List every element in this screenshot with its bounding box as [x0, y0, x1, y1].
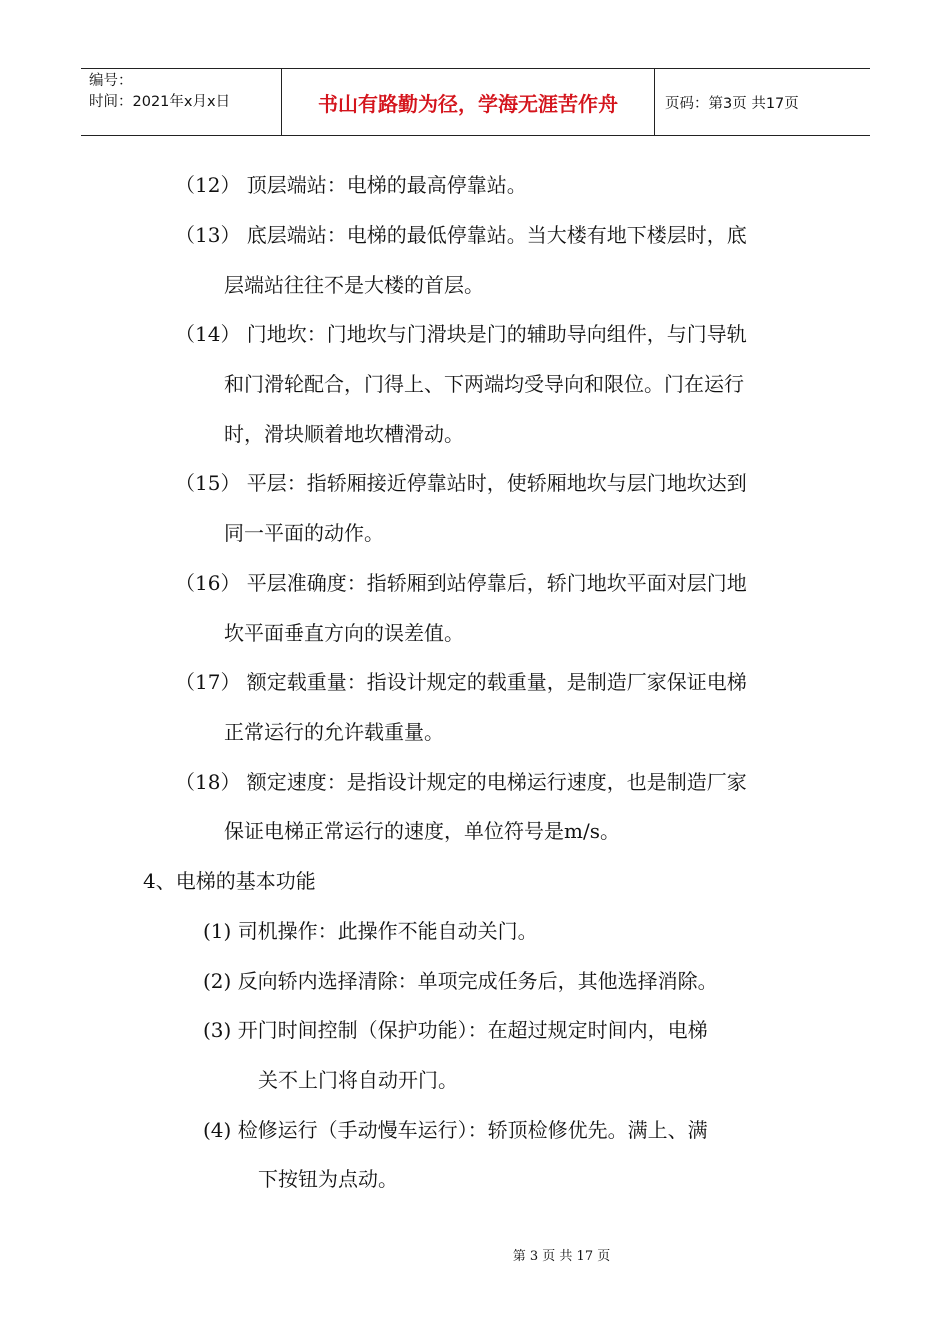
page-footer [0, 1245, 950, 1264]
section-heading: 4、电梯的基本功能 [143, 869, 316, 893]
document-header [81, 68, 870, 136]
page-info: 页码：第3页 共17页 [665, 95, 799, 112]
motto-text: 书山有路勤为径，学海无涯苦作舟 [318, 91, 618, 116]
paragraph-line: （14） 门地坎：门地坎与门滑块是门的辅助导向组件，与门导轨 [175, 322, 747, 346]
paragraph-line: 保证电梯正常运行的速度，单位符号是m/s。 [224, 819, 620, 843]
list-item: (1) 司机操作：此操作不能自动关门。 [203, 919, 538, 943]
paragraph-line: 层端站往往不是大楼的首层。 [224, 273, 484, 297]
paragraph-line: （12） 顶层端站：电梯的最高停靠站。 [175, 173, 527, 197]
list-item: (3) 开门时间控制（保护功能）：在超过规定时间内，电梯 [203, 1018, 708, 1042]
list-item-continuation: 关不上门将自动开门。 [258, 1068, 458, 1092]
paragraph-line: 和门滑轮配合，门得上、下两端均受导向和限位。门在运行 [224, 372, 744, 396]
paragraph-line: （15） 平层：指轿厢接近停靠站时，使轿厢地坎与层门地坎达到 [175, 471, 747, 495]
paragraph-line: （16） 平层准确度：指轿厢到站停靠后，轿门地坎平面对层门地 [175, 571, 747, 595]
header-motto-cell [282, 69, 655, 135]
list-item-continuation: 下按钮为点动。 [258, 1167, 398, 1191]
paragraph-line: 同一平面的动作。 [224, 521, 384, 545]
list-item: (4) 检修运行（手动慢车运行）：轿顶检修优先。满上、满 [203, 1118, 708, 1142]
paragraph-line: （13） 底层端站：电梯的最低停靠站。当大楼有地下楼层时，底 [175, 223, 747, 247]
paragraph-line: 时，滑块顺着地坎槽滑动。 [224, 422, 464, 446]
paragraph-line: 坎平面垂直方向的误差值。 [224, 621, 464, 645]
paragraph-line: 正常运行的允许载重量。 [224, 720, 444, 744]
number-label: 编号： [89, 73, 133, 89]
paragraph-line: （18） 额定速度：是指设计规定的电梯运行速度，也是制造厂家 [175, 770, 747, 794]
list-item: (2) 反向轿内选择清除：单项完成任务后，其他选择消除。 [203, 969, 718, 993]
footer-page-number: 第 3 页 共 17 页 [512, 1249, 611, 1264]
header-page-info-cell [655, 69, 870, 135]
header-left-cell [81, 69, 282, 135]
date-label: 时间：2021年x月x日 [89, 94, 231, 110]
paragraph-line: （17） 额定载重量：指设计规定的载重量，是制造厂家保证电梯 [175, 670, 747, 694]
